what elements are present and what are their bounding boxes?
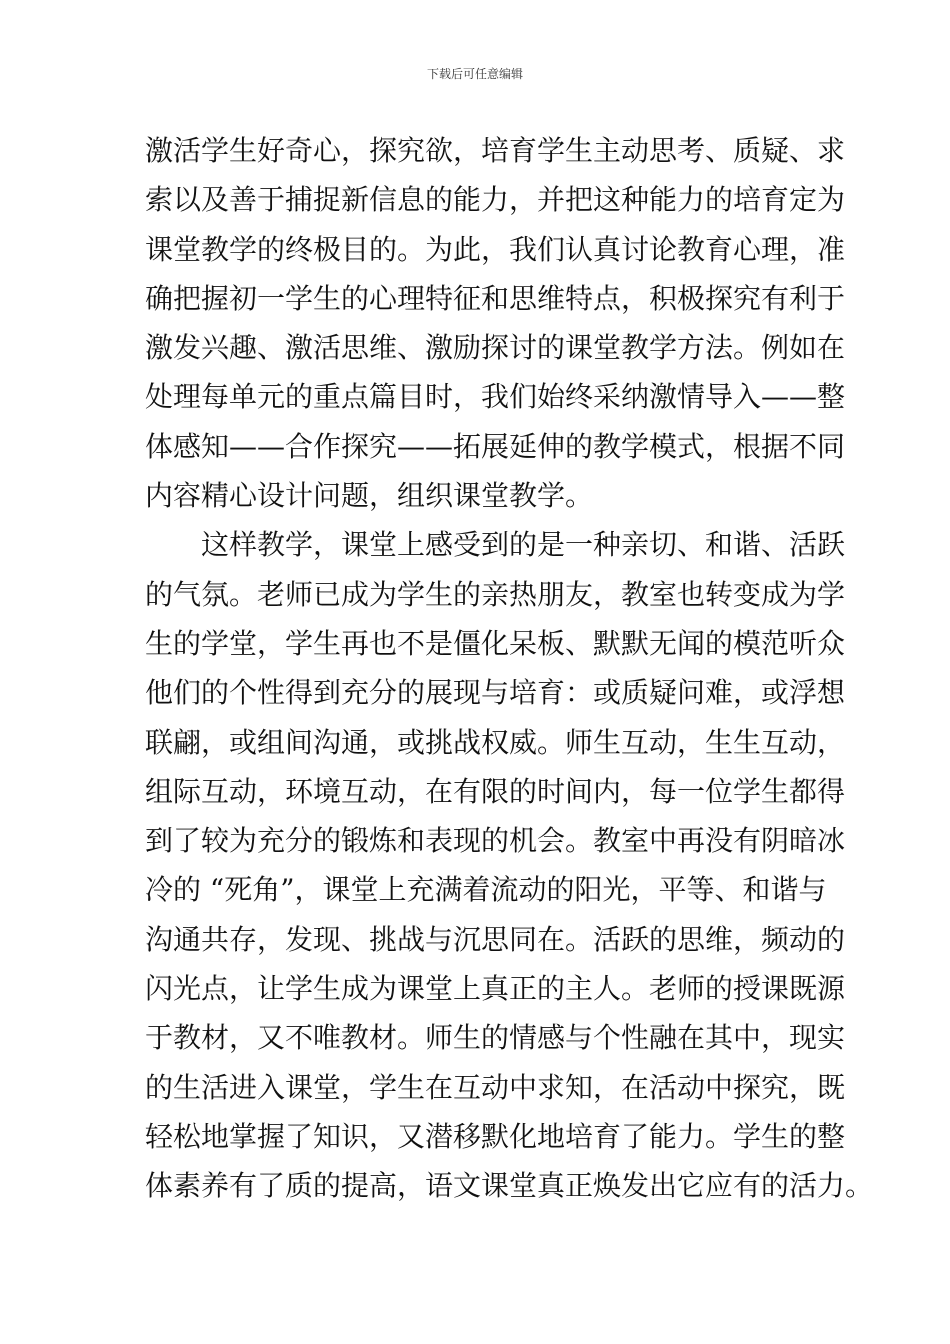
page-header: 下载后可任意编辑 [426,67,523,81]
text-line: 索以及善于捕捉新信息的能力，并把这种能力的培育定为 [145,183,846,217]
text-line: 处理每单元的重点篇目时，我们始终采纳激情导入——整 [145,380,846,414]
text-line: 的气氛。老师已成为学生的亲热朋友，教室也转变成为学 [145,577,846,611]
text-line: 体感知——合作探究——拓展延伸的教学模式，根据不同 [145,429,846,463]
text-line: 沟通共存，发现、挑战与沉思同在。活跃的思维，频动的 [145,922,846,956]
text-line: 体素养有了质的提高，语文课堂真正焕发出它应有的活力。 [145,1169,874,1203]
text-line: 生的学堂，学生再也不是僵化呆板、默默无闻的模范听众 [145,626,846,660]
text-line: 轻松地掌握了知识，又潜移默化地培育了能力。学生的整 [145,1119,846,1153]
text-line: 激发兴趣、激活思维、激励探讨的课堂教学方法。例如在 [145,331,846,365]
text-line: 确把握初一学生的心理特征和思维特点，积极探究有利于 [145,281,846,315]
text-line: 的生活进入课堂，学生在互动中求知，在活动中探究，既 [145,1070,846,1104]
text-line: 课堂教学的终极目的。为此，我们认真讨论教育心理，准 [145,232,846,266]
text-line: 这样教学，课堂上感受到的是一种亲切、和谐、活跃 [145,528,846,562]
text-line: 内容精心设计问题，组织课堂教学。 [145,479,594,513]
text-line: 于教材，又不唯教材。师生的情感与个性融在其中，现实 [145,1021,846,1055]
text-line: 激活学生好奇心，探究欲，培育学生主动思考、质疑、求 [145,134,846,167]
text-line: 闪光点，让学生成为课堂上真正的主人。老师的授课既源 [145,972,846,1006]
text-line: 到了较为充分的锻炼和表现的机会。教室中再没有阴暗冰 [145,824,846,858]
text-line: 冷的 “死角”，课堂上充满着流动的阳光，平等、和谐与 [145,873,827,907]
paragraph-2 [145,520,874,1210]
text-line: 他们的个性得到充分的展现与培育：或质疑问难，或浮想 [145,676,846,710]
text-line: 联翩，或组间沟通，或挑战权威。师生互动，生生互动， [145,725,846,759]
text-line: 组际互动，环境互动，在有限的时间内，每一位学生都得 [145,774,846,808]
document-body [145,126,874,1211]
paragraph-1 [145,126,846,520]
